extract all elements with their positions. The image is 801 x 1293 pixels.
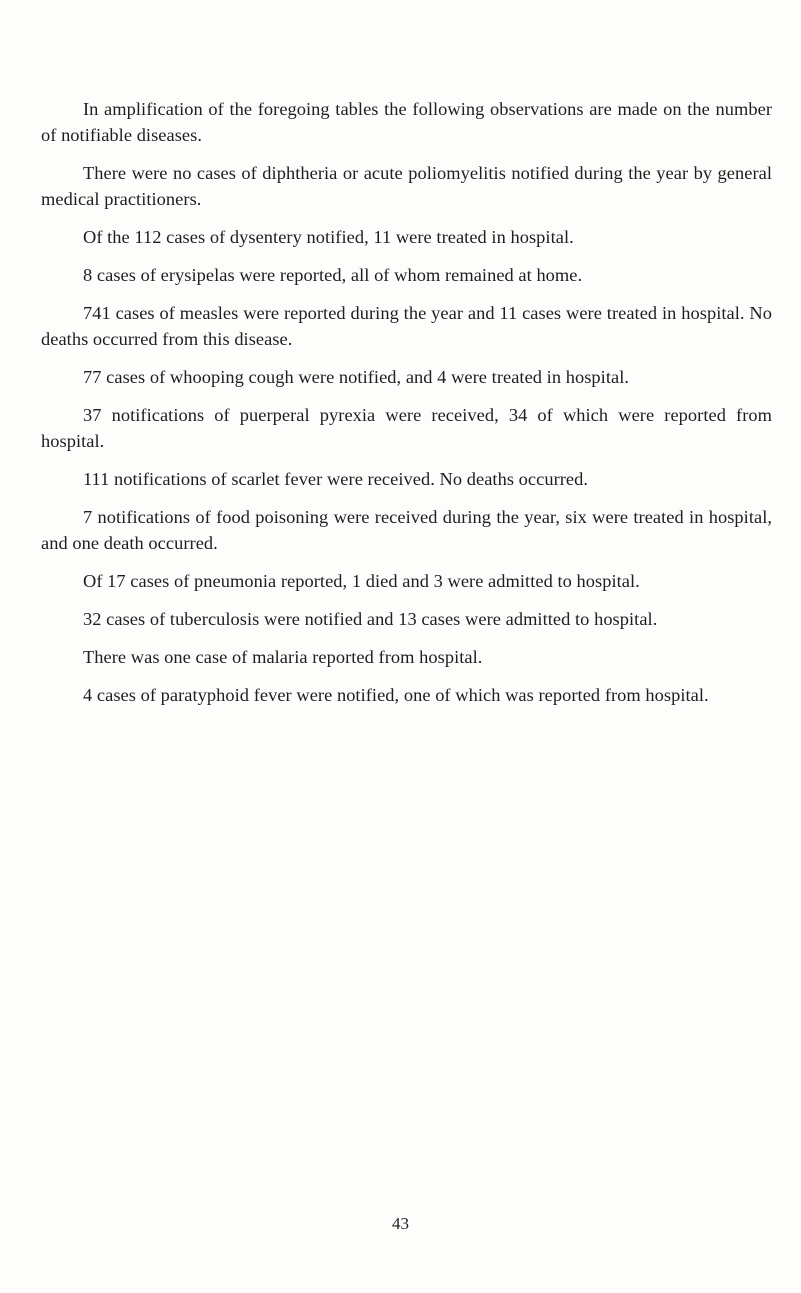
body-text — [41, 96, 772, 720]
paragraph-dysentery: Of the 112 cases of dysentery notified, 11 were treated in hospital. — [83, 227, 574, 247]
paragraph-malaria: There was one case of malaria reported from hospital. — [83, 647, 483, 667]
paragraph-erysipelas: 8 cases of erysipelas were reported, all of whom remained at home. — [83, 265, 583, 285]
page-number: 43 — [392, 1214, 409, 1233]
paragraph-puerperal-pyrexia: 37 notifications of puerperal pyrexia were received, 34 of which were reported from hospital. — [41, 405, 772, 451]
paragraph-measles: 741 cases of measles were reported during the year and 11 cases were treated in hospital. No deaths occurred from this disease. — [41, 303, 772, 349]
paragraph-diphtheria: There were no cases of diphtheria or acute poliomyelitis notified during the year by general medical practitioners. — [41, 163, 772, 209]
paragraph-scarlet-fever: 111 notifications of scarlet fever were received. No deaths occurred. — [83, 469, 589, 489]
paragraph-pneumonia: Of 17 cases of pneumonia reported, 1 died and 3 were admitted to hospital. — [83, 571, 640, 591]
paragraph-paratyphoid: 4 cases of paratyphoid fever were notified, one of which was reported from hospital. — [83, 685, 709, 705]
paragraph-tuberculosis: 32 cases of tuberculosis were notified and 13 cases were admitted to hospital. — [83, 609, 658, 629]
paragraph-intro: In amplification of the foregoing tables the following observations are made on the number of notifiable diseases. — [41, 99, 772, 145]
paragraph-whooping-cough: 77 cases of whooping cough were notified, and 4 were treated in hospital. — [83, 367, 630, 387]
paragraph-food-poisoning: 7 notifications of food poisoning were received during the year, six were treated in hospital, and one death occurred. — [41, 507, 772, 553]
